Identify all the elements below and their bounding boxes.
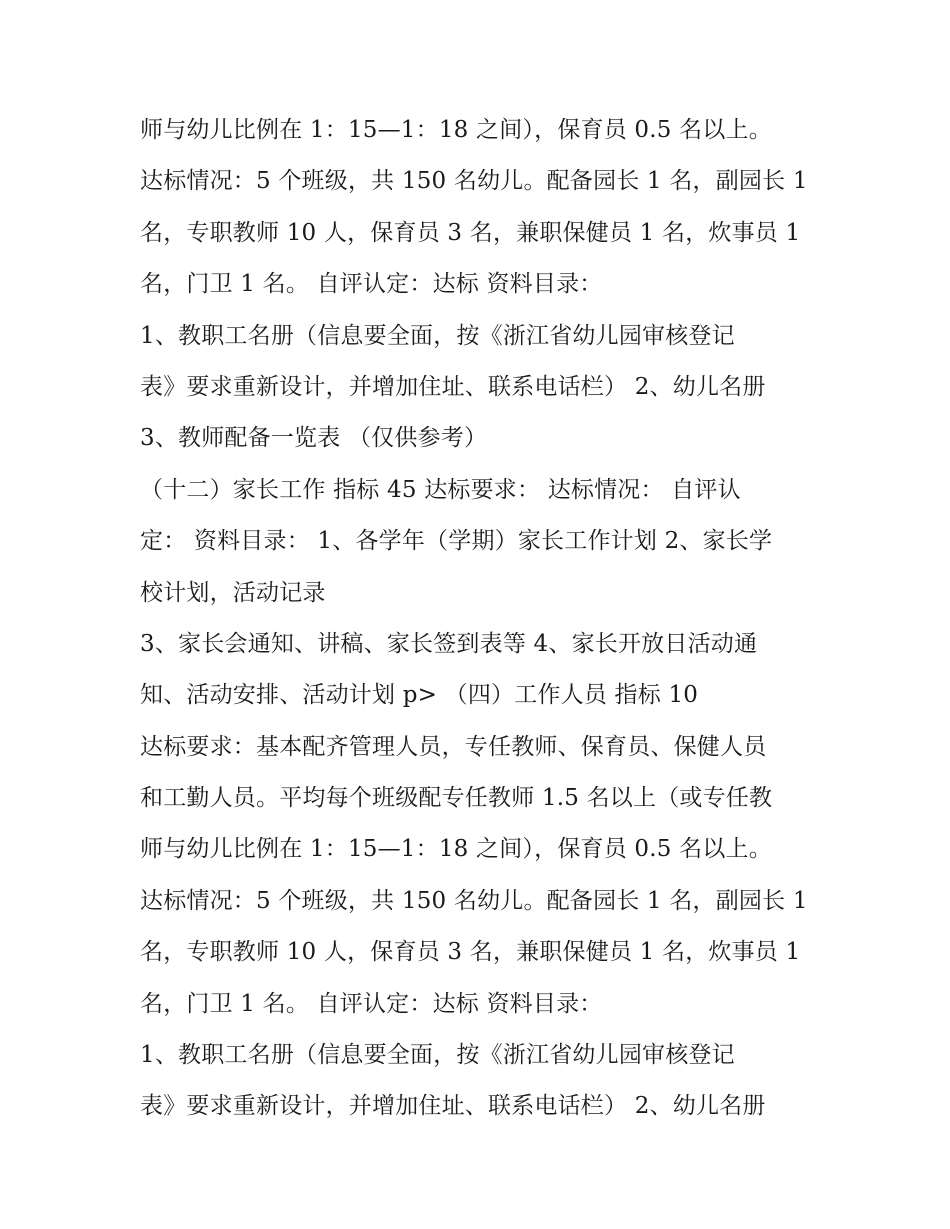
text-line: 和工勤人员。平均每个班级配专任教师 1.5 名以上（或专任教 [140, 785, 773, 812]
text-line: 名，专职教师 10 人，保育员 3 名，兼职保健员 1 名，炊事员 1 [140, 939, 801, 966]
text-line: 名，门卫 1 名。 自评认定：达标 资料目录： [140, 990, 603, 1017]
text-line: 达标情况：5 个班级，共 150 名幼儿。配备园长 1 名，副园长 1 [140, 887, 808, 914]
text-line: 1、教职工名册（信息要全面，按《浙江省幼儿园审核登记 [140, 1042, 735, 1069]
text-line: 达标要求：基本配齐管理人员，专任教师、保育员、保健人员 [140, 733, 767, 760]
text-line: 3、家长会通知、讲稿、家长签到表等 4、家长开放日活动通 [140, 630, 758, 657]
text-line: 师与幼儿比例在 1：15—1：18 之间），保育员 0.5 名以上。 [140, 836, 772, 863]
text-line: 1、教职工名册（信息要全面，按《浙江省幼儿园审核登记 [140, 322, 735, 349]
text-line: 定： 资料目录： 1、各学年（学期）家长工作计划 2、家长学 [140, 528, 773, 555]
text-line: 表》要求重新设计，并增加住址、联系电话栏） 2、幼儿名册 [140, 1093, 766, 1120]
text-line: 师与幼儿比例在 1：15—1：18 之间），保育员 0.5 名以上。 [140, 117, 772, 143]
text-line: 达标情况：5 个班级，共 150 名幼儿。配备园长 1 名，副园长 1 [140, 168, 808, 195]
text-line: 3、教师配备一览表 （仅供参考） [140, 425, 488, 452]
document-body [140, 105, 820, 1133]
text-line: 表》要求重新设计，并增加住址、联系电话栏） 2、幼儿名册 [140, 373, 766, 400]
text-line: 校计划，活动记录 [140, 579, 326, 606]
text-line: 知、活动安排、活动计划 p> （四）工作人员 指标 10 [140, 682, 699, 709]
text-line: 名，门卫 1 名。 自评认定：达标 资料目录： [140, 271, 603, 298]
text-line: 名，专职教师 10 人，保育员 3 名，兼职保健员 1 名，炊事员 1 [140, 219, 801, 246]
text-line: （十二）家长工作 指标 45 达标要求： 达标情况： 自评认 [140, 476, 741, 503]
